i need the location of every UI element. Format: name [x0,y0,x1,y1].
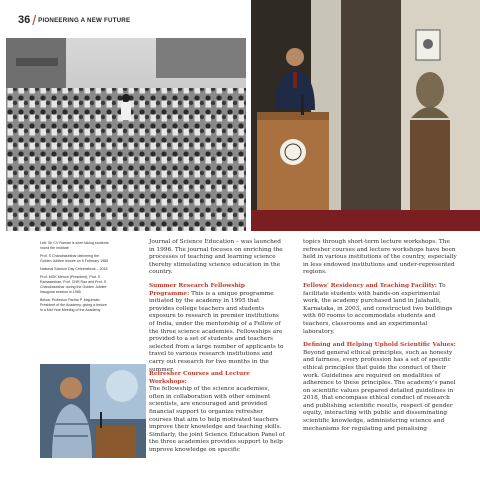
caption-science-day: National Science Day Celebrations – 2018 [40,267,108,271]
fellowship-body: This is a unique programme initiated by the academy in 1995 that provides college teachers and students exposure to research in premier institutions of India, under the mentorship of a Fellow of the three science academies. Fellowships are provided to a set of students and teachers selected from a large number of applicants to travel to various research institutions and carry out research for two months in the summer. [149,290,284,373]
caption-raman: Left: Sir CV Raman is seen taking students round the Institute [40,241,109,250]
photo-captions [40,241,110,316]
caption-chandrasekhar: Prof. S Chandrasekhar delivering the Golden Jubilee lecture on 6 February 1985 [40,254,109,263]
page-header [18,13,130,27]
fellowship-heading: Summer Research Fellowship Programme: [149,282,245,297]
caption-golden-jubilee: Prof. MGK Menon (President), Prof. S Ramaseshan, Prof. CNR Rao and Prof. S Chandrasekhar during the Golden Jubilee inaugural session in 1985 [40,275,107,294]
lecturer-photo [40,364,146,458]
body-column-3 [303,239,458,439]
ethics-paragraph [303,342,458,433]
body-column-1 [149,239,285,380]
lecture-podium-photo [251,0,480,231]
refresher-body: The fellowship of the science academies, often in collaboration with other eminent scientists, are encouraged and provided financial support to organize refresher courses that aim to help motivated teachers improve their knowledge and teaching skills. Similarly, the joint Science Education Panel of the three academies provides support to help improve knowledge on specific [149,386,285,453]
residency-heading: Fellows' Residency and Teaching Facility: [303,282,437,289]
fellowship-paragraph [149,283,285,374]
residency-body: To facilitate students with hands-on experimental work, the academy purchased land in Jalahalli, Karnataka, in 2003, and constructed two buildings with 60 rooms to accommodate students and teachers, classrooms and an experimental laboratory. [303,282,453,335]
header-slash: / [32,12,37,28]
residency-paragraph [303,283,458,336]
continued-paragraph: topics through short-term lecture workshops. The refresher courses and lecture workshops have been held in various institutions of the country, especially in less endowed institutions and under-represented regions. [303,239,457,276]
section-title: PIONEERING A NEW FUTURE [38,16,131,24]
ethics-heading: Defining and Helping Uphold Scientific Values: [303,342,456,349]
refresher-heading: Refresher Courses and Lecture Workshops: [149,371,250,385]
caption-majumder: Below: Professor Partha P. Majumder, President of the Academy, giving a lecture in a Mid Year Meeting of the Academy [40,298,107,312]
refresher-paragraph [149,371,286,455]
students-crowd-photo [6,38,246,231]
ethics-body: Beyond general ethical principles, such as honesty and fairness, every profession has a set of specific ethical principles that guide the conduct of their work. Guidelines are required on modalities of adherence to these principles. The academy's panel on scientific values prepared detailed guidelines in 2018, that encompass ethical conduct of research and publishing scientific results, respect of gender equity, interacting with public and disseminating scientific knowledge, administering science and mechanisms for regulating and penalising [303,349,456,432]
body-column-2 [149,371,286,461]
page-number: 36 [18,14,31,26]
journal-intro-paragraph: Journal of Science Education – was launched in 1996. The journal focuses on enriching the processes of teaching and learning science thereby stimulating science education in the country. [149,239,283,276]
